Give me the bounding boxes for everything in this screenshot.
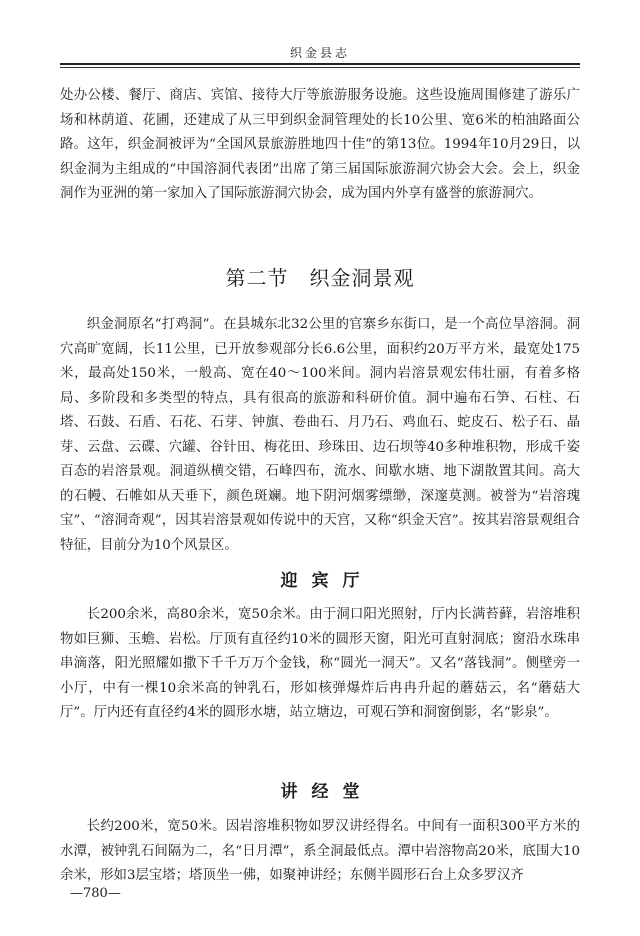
- subsection-title-lecture: 讲经堂: [280, 782, 374, 802]
- hall-paragraph: 长200余米，高80余米，宽50余米。由于洞口阳光照射，厅内长满苔藓，岩溶堆积物如巨狮、玉蟾、岩松。厅顶有直径约10米的圆形天窗，阳光可直射洞底；窗沿水珠串串滴落，阳光照耀如撒下千千万万个金钱，称“圆光一洞天”。又名“落钱洞”。侧壁旁一小厅，中有一棵10余米高的钟乳石，形如核弹爆炸后冉冉升起的蘑菇云，名“蘑菇大厅”。厅内还有直径约4米的圆形水塘，站立塘边，可观石笋和洞窗倒影，名“影泉”。: [60, 607, 580, 720]
- section-title: 第二节 织金洞景观: [225, 266, 415, 290]
- header-rule-thin: [60, 67, 580, 68]
- running-header: 织金县志: [289, 46, 350, 60]
- section-paragraph: 织金洞原名“打鸡洞”。在县城东北32公里的官寨乡东街口，是一个高位旱溶洞。洞穴高旷宽阔，长11公里，已开放参观部分长6.6公里，面积约20万平方米，最宽处175米，最高处150米，一般高、宽在40～100米间。洞内岩溶景观宏伟壮丽，有着多格局、多阶段和多类型的特点，具有很高的旅游和科研价值。洞中遍布石笋、石柱、石塔、石鼓、石盾、石花、石芽、钟旗、卷曲石、月乃石、鸡血石、蛇皮石、松子石、晶芽、云盘、云碟、穴罐、谷针田、梅花田、珍珠田、边石坝等40多种堆积物，形成千姿百态的岩溶景观。洞道纵横交错，石峰四布，流水、间歇水塘、地下湖散置其间。高大的石幔、石帷如从天垂下，颜色斑斓。地下阴河烟雾缥缈，深邃莫测。被誉为“岩溶瑰宝”、“溶洞奇观”，因其岩溶景观如传说中的天宫，又称“织金天宫”。按其岩溶景观组合特征，目前分为10个风景区。: [60, 317, 580, 553]
- page-number: —780—: [70, 886, 121, 901]
- subsection-title-hall: 迎宾厅: [280, 571, 374, 591]
- intro-paragraph: 处办公楼、餐厅、商店、宾馆、接待大厅等旅游服务设施。这些设施周围修建了游乐广场和林荫道、花圃，还建成了从三甲到织金洞管理处的长10公里、宽6米的柏油路面公路。这年，织金洞被评为“全国风景旅游胜地四十佳”的第13位。1994年10月29日，以织金洞为主组成的“中国溶洞代表团”出席了第三届国际旅游洞穴协会大会。会上，织金洞作为亚洲的第一家加入了国际旅游洞穴协会，成为国内外享有盛誉的旅游洞穴。: [60, 88, 580, 201]
- header-rule-thick: [60, 63, 580, 65]
- lecture-paragraph: 长约200米，宽50米。因岩溶堆积物如罗汉讲经得名。中间有一面积300平方米的水潭，被钟乳石间隔为二，名“日月潭”，系全洞最低点。潭中岩溶物高20米，底围大10余米，形如3层宝塔；塔顶坐一佛，如聚神讲经；东侧半圆形石台上众多罗汉齐: [60, 819, 580, 883]
